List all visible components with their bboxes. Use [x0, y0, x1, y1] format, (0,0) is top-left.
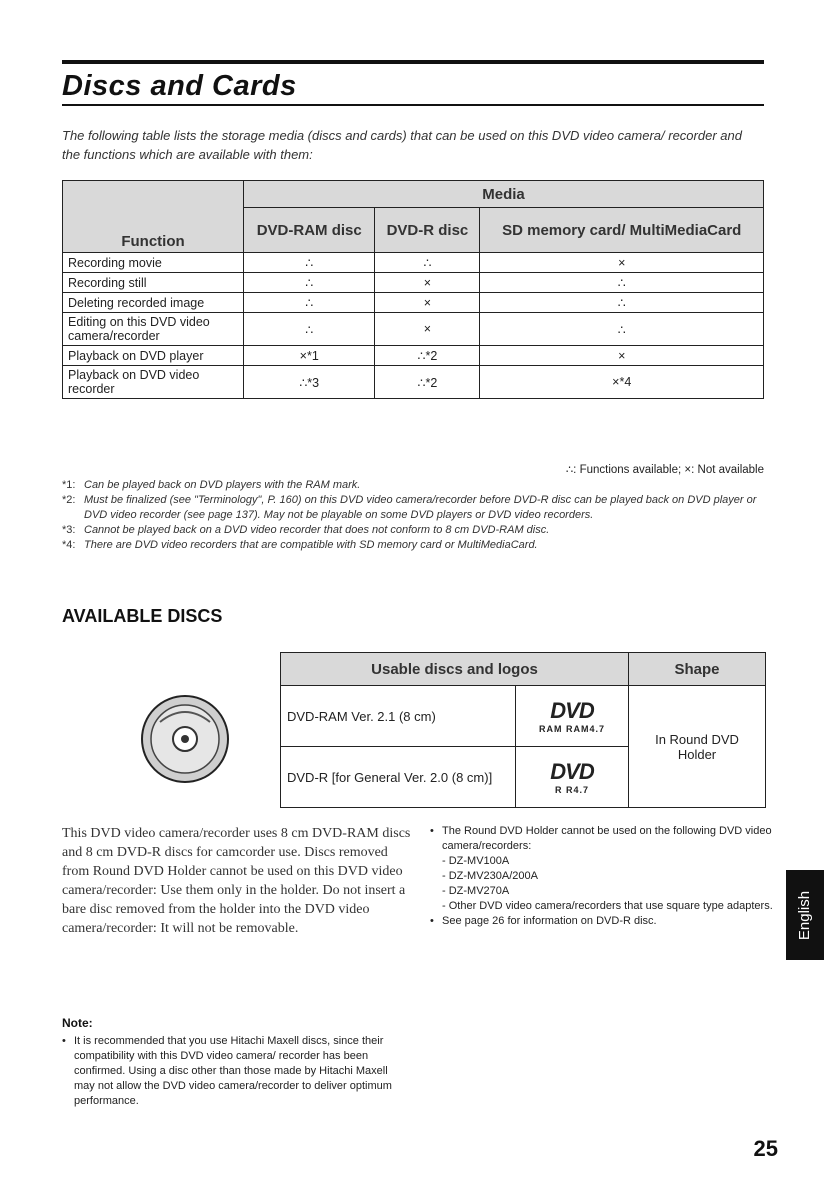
column-header: SD memory card/ MultiMediaCard [480, 208, 764, 253]
availability-cell: ∴ [244, 313, 375, 346]
note-text: It is recommended that you use Hitachi Maxell discs, since their compatibility with this DVD video camera/ recorder has been confirmed. Using a disc other than those made by Hitachi Maxell may not allow the DVD video camera/recorder to deliver optimum performance. [74, 1035, 392, 1107]
disc-name: DVD-R [for General Ver. 2.0 (8 cm)] [281, 747, 516, 808]
table-row [63, 313, 764, 346]
shape-header: Shape [629, 653, 766, 686]
footnote-text: There are DVD video recorders that are compatible with SD memory card or MultiMediaCard. [84, 539, 538, 551]
table-row [63, 293, 764, 313]
table-row [281, 686, 766, 747]
availability-cell: ∴ [480, 313, 764, 346]
availability-cell: × [480, 346, 764, 366]
availability-cell: ∴ [244, 253, 375, 273]
table-row [63, 253, 764, 273]
function-cell: Playback on DVD video recorder [63, 366, 244, 399]
media-function-table [62, 180, 764, 399]
top-rule [62, 60, 764, 64]
media-header: Media [244, 181, 764, 208]
shape-cell: In Round DVD Holder [629, 686, 766, 808]
function-cell: Recording movie [63, 253, 244, 273]
availability-cell: ∴ [244, 293, 375, 313]
bullet-text: The Round DVD Holder cannot be used on the following DVD video camera/recorders: [442, 825, 772, 852]
availability-cell: ×*4 [480, 366, 764, 399]
table-row [63, 273, 764, 293]
dvd-r-logo [516, 747, 629, 808]
model-item: - DZ-MV230A/200A [442, 870, 538, 882]
footnote [62, 493, 768, 523]
logo-subtext: R R4.7 [554, 785, 589, 795]
function-header: Function [63, 181, 244, 253]
footnote-key: *2: [62, 494, 76, 506]
availability-cell: ∴ [375, 253, 480, 273]
language-tab [786, 870, 824, 960]
column-header: DVD-R disc [375, 208, 480, 253]
availability-cell: × [375, 293, 480, 313]
availability-cell: ∴*2 [375, 366, 480, 399]
intro-paragraph: The following table lists the storage media (discs and cards) that can be used on this DVD video camera/ recorder and the functions which are available with them: [62, 128, 742, 162]
footnote-key: *4: [62, 539, 76, 551]
availability-cell: × [375, 273, 480, 293]
logo-text: DVD [550, 759, 594, 784]
availability-cell: ∴ [480, 293, 764, 313]
availability-cell: ∴ [244, 273, 375, 293]
usable-discs-table [280, 652, 766, 808]
usable-discs-header: Usable discs and logos [281, 653, 629, 686]
footnote [62, 523, 768, 538]
page-number: 25 [753, 1136, 778, 1161]
bullet-text: See page 26 for information on DVD-R disc. [442, 915, 657, 927]
availability-cell: ∴*2 [375, 346, 480, 366]
note: • It is recommended that you use Hitachi Maxell discs, since their compatibility with this DVD video camera/ recorder has been confirmed. Using a disc other than those made by Hitachi Maxell may not allow the DVD video camera/recorder to deliver optimum performance. [62, 1035, 392, 1107]
note-heading: Note: [62, 1016, 93, 1030]
column-header: DVD-RAM disc [244, 208, 375, 253]
availability-legend: ∴: Functions available; ×: Not available [565, 464, 764, 476]
dvd-holder-icon [140, 694, 230, 784]
function-cell: Editing on this DVD video camera/recorder [63, 313, 244, 346]
availability-cell: ∴ [480, 273, 764, 293]
table-row [63, 346, 764, 366]
function-cell: Deleting recorded image [63, 293, 244, 313]
function-cell: Recording still [63, 273, 244, 293]
availability-cell: ×*1 [244, 346, 375, 366]
footnote [62, 478, 768, 493]
dvd-ram-logo [516, 686, 629, 747]
language-label: English [796, 890, 814, 940]
model-item: - DZ-MV100A [442, 855, 510, 867]
function-cell: Playback on DVD player [63, 346, 244, 366]
model-item: - DZ-MV270A [442, 885, 510, 897]
model-item: - Other DVD video camera/recorders that use square type adapters. [442, 900, 773, 912]
available-discs-heading: AVAILABLE DISCS [62, 606, 223, 626]
availability-cell: ∴*3 [244, 366, 375, 399]
logo-subtext: RAM RAM4.7 [538, 724, 605, 734]
disc-usage-paragraph: This DVD video camera/recorder uses 8 cm DVD-RAM discs and 8 cm DVD-R discs for camcorder use. Discs removed from Round DVD Holder cannot be used on this DVD video camera/recorder: Use them only in the holder. Do not insert a bare disc removed from the holder into the DVD video camera/recorder: It will not be removable. [62, 826, 411, 936]
availability-cell: × [375, 313, 480, 346]
footnotes [62, 478, 768, 553]
footnote-text: Cannot be played back on a DVD video recorder that does not conform to 8 cm DVD-RAM disc. [84, 524, 550, 536]
bullet-item: • The Round DVD Holder cannot be used on the following DVD video camera/recorders: [430, 824, 790, 854]
disc-name: DVD-RAM Ver. 2.1 (8 cm) [281, 686, 516, 747]
logo-text: DVD [550, 698, 594, 723]
bullet-item: • See page 26 for information on DVD-R disc. [430, 915, 657, 927]
footnote-key: *3: [62, 524, 76, 536]
title-rule [62, 104, 764, 106]
footnote-key: *1: [62, 479, 76, 491]
page-title: Discs and Cards [62, 70, 297, 102]
footnote-text: Can be played back on DVD players with the RAM mark. [84, 479, 361, 491]
availability-cell: × [480, 253, 764, 273]
table-row [63, 366, 764, 399]
holder-bullets [430, 824, 790, 929]
footnote [62, 538, 768, 553]
footnote-text: Must be finalized (see "Terminology", P. 160) on this DVD video camera/recorder before DVD-R disc can be played back on DVD player or DVD video recorder (see page 137). May not be playable on some DVD players or DVD video recorders. [84, 494, 757, 521]
